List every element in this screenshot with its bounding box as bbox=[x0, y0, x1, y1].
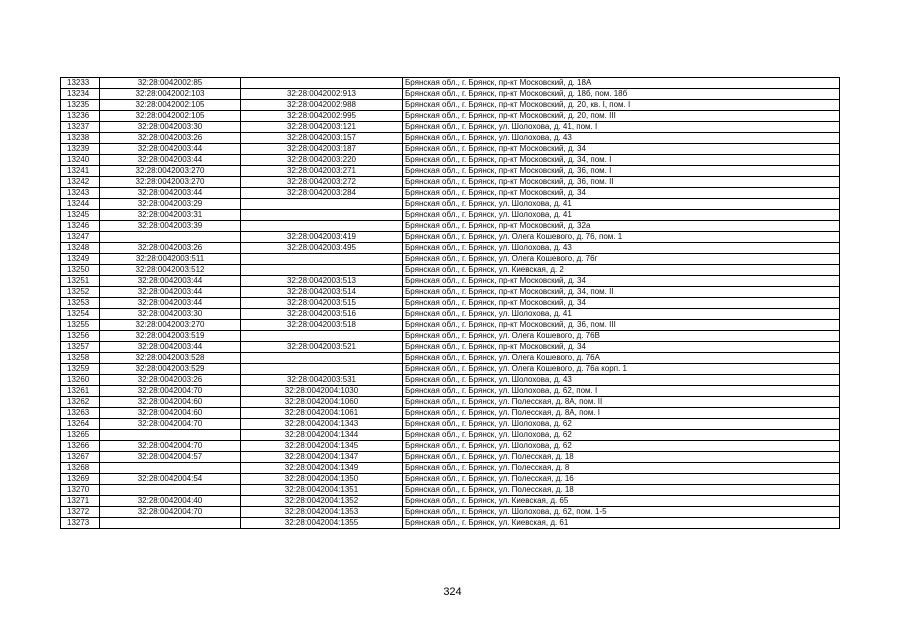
land-cadastral-number-cell: 32:28:0042003:44 bbox=[100, 144, 241, 155]
address-cell: Брянская обл., г. Брянск, пр-кт Московский, д. 36, пом. II bbox=[403, 177, 840, 188]
row-number-cell: 13259 bbox=[61, 364, 100, 375]
table-row bbox=[61, 331, 840, 342]
building-cadastral-number-cell bbox=[241, 254, 403, 265]
building-cadastral-number-cell: 32:28:0042003:515 bbox=[241, 298, 403, 309]
table-row bbox=[61, 155, 840, 166]
land-cadastral-number-cell: 32:28:0042003:270 bbox=[100, 177, 241, 188]
land-cadastral-number-cell: 32:28:0042003:512 bbox=[100, 265, 241, 276]
row-number-cell: 13236 bbox=[61, 111, 100, 122]
building-cadastral-number-cell: 32:28:0042002:913 bbox=[241, 89, 403, 100]
table-row bbox=[61, 265, 840, 276]
row-number-cell: 13241 bbox=[61, 166, 100, 177]
land-cadastral-number-cell: 32:28:0042003:30 bbox=[100, 122, 241, 133]
address-cell: Брянская обл., г. Брянск, ул. Шолохова, д. 41 bbox=[403, 199, 840, 210]
land-cadastral-number-cell: 32:28:0042003:26 bbox=[100, 375, 241, 386]
building-cadastral-number-cell bbox=[241, 331, 403, 342]
address-cell: Брянская обл., г. Брянск, пр-кт Московский, д. 20, кв. I, пом. I bbox=[403, 100, 840, 111]
address-cell: Брянская обл., г. Брянск, ул. Олега Кошевого, д. 76а корп. 1 bbox=[403, 364, 840, 375]
building-cadastral-number-cell: 32:28:0042003:495 bbox=[241, 243, 403, 254]
address-cell: Брянская обл., г. Брянск, пр-кт Московский, д. 34 bbox=[403, 144, 840, 155]
table-row bbox=[61, 221, 840, 232]
land-cadastral-number-cell: 32:28:0042002:103 bbox=[100, 89, 241, 100]
address-cell: Брянская обл., г. Брянск, ул. Шолохова, д. 62 bbox=[403, 419, 840, 430]
address-cell: Брянская обл., г. Брянск, ул. Шолохова, д. 62, пом. I bbox=[403, 386, 840, 397]
building-cadastral-number-cell: 32:28:0042004:1347 bbox=[241, 452, 403, 463]
building-cadastral-number-cell: 32:28:0042004:1061 bbox=[241, 408, 403, 419]
land-cadastral-number-cell bbox=[100, 485, 241, 496]
table-row bbox=[61, 320, 840, 331]
address-cell: Брянская обл., г. Брянск, ул. Шолохова, д. 41 bbox=[403, 309, 840, 320]
row-number-cell: 13240 bbox=[61, 155, 100, 166]
table-row bbox=[61, 78, 840, 89]
address-cell: Брянская обл., г. Брянск, пр-кт Московский, д. 36, пом. I bbox=[403, 166, 840, 177]
row-number-cell: 13244 bbox=[61, 199, 100, 210]
row-number-cell: 13234 bbox=[61, 89, 100, 100]
land-cadastral-number-cell: 32:28:0042003:39 bbox=[100, 221, 241, 232]
table-row bbox=[61, 452, 840, 463]
row-number-cell: 13238 bbox=[61, 133, 100, 144]
table-row bbox=[61, 518, 840, 529]
address-cell: Брянская обл., г. Брянск, пр-кт Московский, д. 18б, пом. 18б bbox=[403, 89, 840, 100]
building-cadastral-number-cell: 32:28:0042004:1343 bbox=[241, 419, 403, 430]
address-cell: Брянская обл., г. Брянск, ул. Шолохова, д. 43 bbox=[403, 375, 840, 386]
land-cadastral-number-cell: 32:28:0042003:31 bbox=[100, 210, 241, 221]
land-cadastral-number-cell bbox=[100, 232, 241, 243]
table-row bbox=[61, 364, 840, 375]
row-number-cell: 13264 bbox=[61, 419, 100, 430]
table-row bbox=[61, 375, 840, 386]
building-cadastral-number-cell bbox=[241, 210, 403, 221]
land-cadastral-number-cell: 32:28:0042003:26 bbox=[100, 133, 241, 144]
table-row bbox=[61, 199, 840, 210]
building-cadastral-number-cell: 32:28:0042003:516 bbox=[241, 309, 403, 320]
building-cadastral-number-cell: 32:28:0042003:513 bbox=[241, 276, 403, 287]
table-row bbox=[61, 496, 840, 507]
row-number-cell: 13256 bbox=[61, 331, 100, 342]
address-cell: Брянская обл., г. Брянск, ул. Шолохова, д. 62 bbox=[403, 430, 840, 441]
row-number-cell: 13246 bbox=[61, 221, 100, 232]
land-cadastral-number-cell bbox=[100, 430, 241, 441]
address-cell: Брянская обл., г. Брянск, ул. Киевская, д. 65 bbox=[403, 496, 840, 507]
land-cadastral-number-cell: 32:28:0042003:519 bbox=[100, 331, 241, 342]
building-cadastral-number-cell: 32:28:0042002:995 bbox=[241, 111, 403, 122]
row-number-cell: 13271 bbox=[61, 496, 100, 507]
building-cadastral-number-cell: 32:28:0042003:157 bbox=[241, 133, 403, 144]
row-number-cell: 13262 bbox=[61, 397, 100, 408]
building-cadastral-number-cell: 32:28:0042003:531 bbox=[241, 375, 403, 386]
row-number-cell: 13243 bbox=[61, 188, 100, 199]
table-row bbox=[61, 276, 840, 287]
row-number-cell: 13272 bbox=[61, 507, 100, 518]
building-cadastral-number-cell: 32:28:0042004:1060 bbox=[241, 397, 403, 408]
row-number-cell: 13252 bbox=[61, 287, 100, 298]
table-row bbox=[61, 100, 840, 111]
address-cell: Брянская обл., г. Брянск, ул. Полесская, д. 8 bbox=[403, 463, 840, 474]
building-cadastral-number-cell bbox=[241, 265, 403, 276]
land-cadastral-number-cell: 32:28:0042003:29 bbox=[100, 199, 241, 210]
land-cadastral-number-cell: 32:28:0042004:70 bbox=[100, 386, 241, 397]
building-cadastral-number-cell: 32:28:0042004:1351 bbox=[241, 485, 403, 496]
table-row bbox=[61, 89, 840, 100]
address-cell: Брянская обл., г. Брянск, ул. Олега Кошевого, д. 76В bbox=[403, 331, 840, 342]
address-cell: Брянская обл., г. Брянск, ул. Олега Кошевого, д. 76А bbox=[403, 353, 840, 364]
address-cell: Брянская обл., г. Брянск, пр-кт Московский, д. 36, пом. III bbox=[403, 320, 840, 331]
row-number-cell: 13250 bbox=[61, 265, 100, 276]
table-row bbox=[61, 298, 840, 309]
land-cadastral-number-cell: 32:28:0042003:528 bbox=[100, 353, 241, 364]
row-number-cell: 13239 bbox=[61, 144, 100, 155]
address-cell: Брянская обл., г. Брянск, ул. Шолохова, д. 62 bbox=[403, 441, 840, 452]
building-cadastral-number-cell: 32:28:0042003:518 bbox=[241, 320, 403, 331]
row-number-cell: 13273 bbox=[61, 518, 100, 529]
land-cadastral-number-cell: 32:28:0042003:529 bbox=[100, 364, 241, 375]
building-cadastral-number-cell: 32:28:0042004:1030 bbox=[241, 386, 403, 397]
row-number-cell: 13265 bbox=[61, 430, 100, 441]
row-number-cell: 13235 bbox=[61, 100, 100, 111]
row-number-cell: 13254 bbox=[61, 309, 100, 320]
address-cell: Брянская обл., г. Брянск, пр-кт Московский, д. 34, пом. II bbox=[403, 287, 840, 298]
land-cadastral-number-cell: 32:28:0042002:85 bbox=[100, 78, 241, 89]
land-cadastral-number-cell: 32:28:0042002:105 bbox=[100, 100, 241, 111]
building-cadastral-number-cell: 32:28:0042003:121 bbox=[241, 122, 403, 133]
row-number-cell: 13269 bbox=[61, 474, 100, 485]
building-cadastral-number-cell: 32:28:0042003:271 bbox=[241, 166, 403, 177]
address-cell: Брянская обл., г. Брянск, пр-кт Московский, д. 18А bbox=[403, 78, 840, 89]
table-row bbox=[61, 441, 840, 452]
address-cell: Брянская обл., г. Брянск, ул. Киевская, д. 2 bbox=[403, 265, 840, 276]
page-number: 324 bbox=[443, 586, 462, 598]
land-cadastral-number-cell: 32:28:0042004:57 bbox=[100, 452, 241, 463]
address-cell: Брянская обл., г. Брянск, пр-кт Московский, д. 32а bbox=[403, 221, 840, 232]
row-number-cell: 13249 bbox=[61, 254, 100, 265]
table-row bbox=[61, 430, 840, 441]
row-number-cell: 13268 bbox=[61, 463, 100, 474]
table-row bbox=[61, 309, 840, 320]
address-cell: Брянская обл., г. Брянск, ул. Полесская, д. 18 bbox=[403, 485, 840, 496]
table-row bbox=[61, 353, 840, 364]
land-cadastral-number-cell: 32:28:0042004:70 bbox=[100, 507, 241, 518]
address-cell: Брянская обл., г. Брянск, ул. Полесская, д. 18 bbox=[403, 452, 840, 463]
building-cadastral-number-cell: 32:28:0042003:187 bbox=[241, 144, 403, 155]
row-number-cell: 13270 bbox=[61, 485, 100, 496]
table-row bbox=[61, 419, 840, 430]
building-cadastral-number-cell: 32:28:0042004:1355 bbox=[241, 518, 403, 529]
land-cadastral-number-cell bbox=[100, 518, 241, 529]
table-row bbox=[61, 463, 840, 474]
table-row bbox=[61, 408, 840, 419]
row-number-cell: 13251 bbox=[61, 276, 100, 287]
building-cadastral-number-cell: 32:28:0042004:1344 bbox=[241, 430, 403, 441]
building-cadastral-number-cell: 32:28:0042004:1353 bbox=[241, 507, 403, 518]
land-cadastral-number-cell: 32:28:0042004:60 bbox=[100, 408, 241, 419]
table-row bbox=[61, 243, 840, 254]
table-row bbox=[61, 386, 840, 397]
row-number-cell: 13253 bbox=[61, 298, 100, 309]
address-cell: Брянская обл., г. Брянск, пр-кт Московский, д. 20, пом. III bbox=[403, 111, 840, 122]
building-cadastral-number-cell bbox=[241, 78, 403, 89]
address-cell: Брянская обл., г. Брянск, ул. Олега Кошевого, д. 76г bbox=[403, 254, 840, 265]
table-row bbox=[61, 122, 840, 133]
building-cadastral-number-cell: 32:28:0042003:521 bbox=[241, 342, 403, 353]
address-cell: Брянская обл., г. Брянск, ул. Шолохова, д. 62, пом. 1-5 bbox=[403, 507, 840, 518]
address-cell: Брянская обл., г. Брянск, пр-кт Московский, д. 34 bbox=[403, 188, 840, 199]
address-cell: Брянская обл., г. Брянск, ул. Полесская, д. 8А, пом. II bbox=[403, 397, 840, 408]
building-cadastral-number-cell: 32:28:0042003:284 bbox=[241, 188, 403, 199]
registry-table-body bbox=[61, 78, 840, 529]
address-cell: Брянская обл., г. Брянск, ул. Шолохова, д. 41 bbox=[403, 210, 840, 221]
land-cadastral-number-cell bbox=[100, 463, 241, 474]
address-cell: Брянская обл., г. Брянск, ул. Шолохова, д. 43 bbox=[403, 133, 840, 144]
table-row bbox=[61, 111, 840, 122]
row-number-cell: 13248 bbox=[61, 243, 100, 254]
address-cell: Брянская обл., г. Брянск, ул. Олега Кошевого, д. 76, пом. 1 bbox=[403, 232, 840, 243]
table-row bbox=[61, 166, 840, 177]
land-cadastral-number-cell: 32:28:0042003:44 bbox=[100, 155, 241, 166]
land-cadastral-number-cell: 32:28:0042003:270 bbox=[100, 320, 241, 331]
table-row bbox=[61, 485, 840, 496]
building-cadastral-number-cell: 32:28:0042004:1352 bbox=[241, 496, 403, 507]
table-row bbox=[61, 287, 840, 298]
land-cadastral-number-cell: 32:28:0042004:40 bbox=[100, 496, 241, 507]
building-cadastral-number-cell: 32:28:0042003:220 bbox=[241, 155, 403, 166]
building-cadastral-number-cell: 32:28:0042004:1345 bbox=[241, 441, 403, 452]
land-cadastral-number-cell: 32:28:0042002:105 bbox=[100, 111, 241, 122]
land-cadastral-number-cell: 32:28:0042004:70 bbox=[100, 441, 241, 452]
building-cadastral-number-cell bbox=[241, 364, 403, 375]
building-cadastral-number-cell bbox=[241, 353, 403, 364]
table-row bbox=[61, 188, 840, 199]
building-cadastral-number-cell: 32:28:0042004:1350 bbox=[241, 474, 403, 485]
address-cell: Брянская обл., г. Брянск, пр-кт Московский, д. 34 bbox=[403, 298, 840, 309]
land-cadastral-number-cell: 32:28:0042003:26 bbox=[100, 243, 241, 254]
address-cell: Брянская обл., г. Брянск, пр-кт Московский, д. 34 bbox=[403, 342, 840, 353]
table-row bbox=[61, 474, 840, 485]
address-cell: Брянская обл., г. Брянск, ул. Шолохова, д. 41, пом. I bbox=[403, 122, 840, 133]
land-cadastral-number-cell: 32:28:0042004:54 bbox=[100, 474, 241, 485]
row-number-cell: 13237 bbox=[61, 122, 100, 133]
address-cell: Брянская обл., г. Брянск, ул. Киевская, д. 61 bbox=[403, 518, 840, 529]
row-number-cell: 13233 bbox=[61, 78, 100, 89]
address-cell: Брянская обл., г. Брянск, ул. Полесская, д. 8А, пом. I bbox=[403, 408, 840, 419]
row-number-cell: 13258 bbox=[61, 353, 100, 364]
land-cadastral-number-cell: 32:28:0042004:60 bbox=[100, 397, 241, 408]
address-cell: Брянская обл., г. Брянск, ул. Полесская, д. 16 bbox=[403, 474, 840, 485]
building-cadastral-number-cell: 32:28:0042003:514 bbox=[241, 287, 403, 298]
row-number-cell: 13242 bbox=[61, 177, 100, 188]
land-cadastral-number-cell: 32:28:0042004:70 bbox=[100, 419, 241, 430]
land-cadastral-number-cell: 32:28:0042003:44 bbox=[100, 342, 241, 353]
table-row bbox=[61, 397, 840, 408]
building-cadastral-number-cell: 32:28:0042003:272 bbox=[241, 177, 403, 188]
row-number-cell: 13260 bbox=[61, 375, 100, 386]
row-number-cell: 13247 bbox=[61, 232, 100, 243]
land-cadastral-number-cell: 32:28:0042003:511 bbox=[100, 254, 241, 265]
address-cell: Брянская обл., г. Брянск, пр-кт Московский, д. 34 bbox=[403, 276, 840, 287]
row-number-cell: 13245 bbox=[61, 210, 100, 221]
address-cell: Брянская обл., г. Брянск, пр-кт Московский, д. 34, пом. I bbox=[403, 155, 840, 166]
building-cadastral-number-cell bbox=[241, 199, 403, 210]
building-cadastral-number-cell: 32:28:0042004:1349 bbox=[241, 463, 403, 474]
building-cadastral-number-cell: 32:28:0042002:988 bbox=[241, 100, 403, 111]
registry-table bbox=[60, 77, 840, 529]
row-number-cell: 13257 bbox=[61, 342, 100, 353]
address-cell: Брянская обл., г. Брянск, ул. Шолохова, д. 43 bbox=[403, 243, 840, 254]
table-row bbox=[61, 144, 840, 155]
land-cadastral-number-cell: 32:28:0042003:44 bbox=[100, 287, 241, 298]
table-row bbox=[61, 342, 840, 353]
row-number-cell: 13255 bbox=[61, 320, 100, 331]
land-cadastral-number-cell: 32:28:0042003:44 bbox=[100, 298, 241, 309]
row-number-cell: 13267 bbox=[61, 452, 100, 463]
table-row bbox=[61, 232, 840, 243]
building-cadastral-number-cell: 32:28:0042003:419 bbox=[241, 232, 403, 243]
row-number-cell: 13261 bbox=[61, 386, 100, 397]
land-cadastral-number-cell: 32:28:0042003:270 bbox=[100, 166, 241, 177]
row-number-cell: 13263 bbox=[61, 408, 100, 419]
land-cadastral-number-cell: 32:28:0042003:30 bbox=[100, 309, 241, 320]
building-cadastral-number-cell bbox=[241, 221, 403, 232]
table-row bbox=[61, 177, 840, 188]
table-row bbox=[61, 254, 840, 265]
table-row bbox=[61, 133, 840, 144]
land-cadastral-number-cell: 32:28:0042003:44 bbox=[100, 276, 241, 287]
land-cadastral-number-cell: 32:28:0042003:44 bbox=[100, 188, 241, 199]
table-row bbox=[61, 507, 840, 518]
row-number-cell: 13266 bbox=[61, 441, 100, 452]
table-row bbox=[61, 210, 840, 221]
